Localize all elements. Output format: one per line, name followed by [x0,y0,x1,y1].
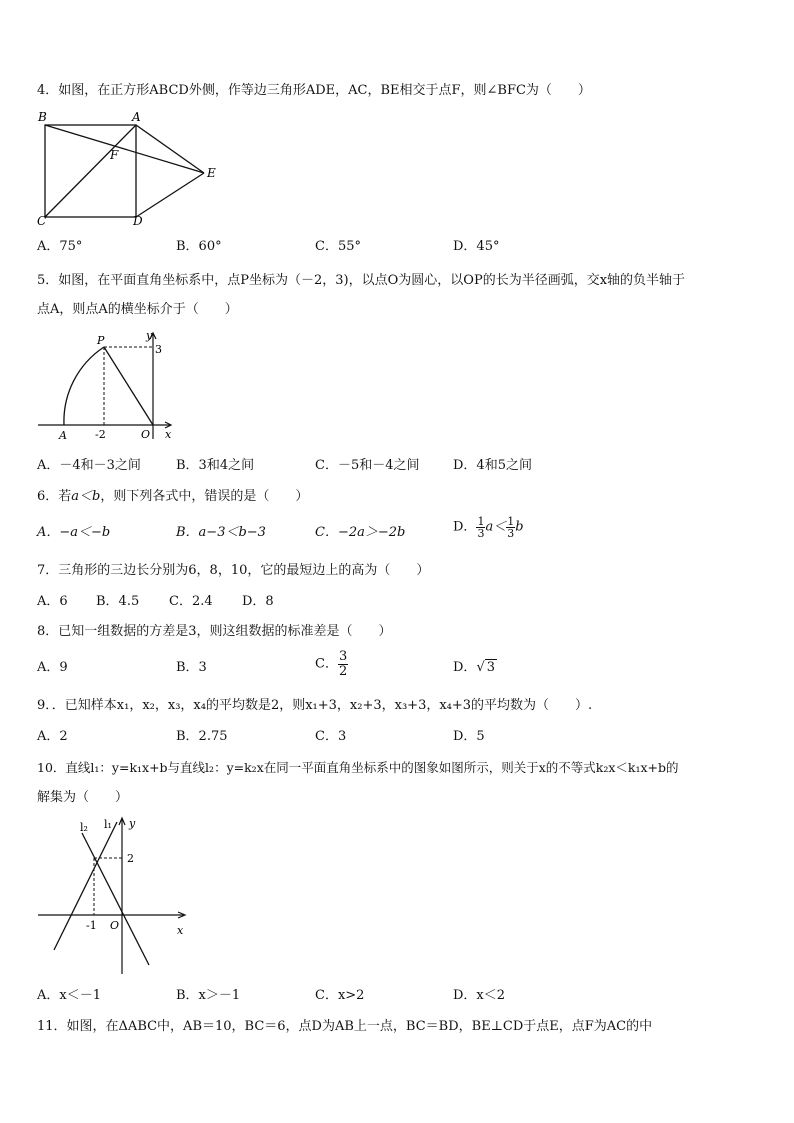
fraction-one-third-b [506,516,515,539]
fraction-denominator: 3 [507,527,515,540]
question-4-option-c: C．55° [315,239,361,254]
question-6-option-a: A．−a＜−b [37,525,111,540]
question-6-option-d [453,516,524,539]
label-f: F [110,148,119,162]
label-e: E [207,166,216,180]
sqrt-symbol: √ [476,660,485,675]
question-10-stem-line2: 解集为（ ） [37,790,129,805]
question-8-option-c-label: C． [315,656,338,672]
question-9-option-d: D．5 [453,729,485,744]
question-8-option-d [453,659,497,677]
arc-ap [64,347,104,425]
square-root [476,659,497,677]
fraction-three-halves [338,650,348,679]
fraction-numerator: 3 [338,649,348,664]
label-o: O [141,428,151,441]
question-10-option-d: D．x＜2 [453,988,506,1003]
question-6-stem-prefix: 6．若 [37,489,72,504]
question-9-option-c: C．3 [315,729,347,744]
label-x: x [177,924,184,937]
label-minus-two: -2 [95,428,106,441]
label-d: D [133,214,143,228]
label-x: x [165,428,172,441]
label-minus-one: -1 [86,919,97,932]
fraction-denominator: 2 [338,664,348,679]
question-6-stem-suffix: ，则下列各式中，错误的是（ ） [100,489,309,504]
label-two: 2 [127,852,134,865]
line-l2 [82,833,149,965]
question-4-figure [34,108,224,228]
question-7-option-b: B．4.5 [96,594,140,609]
question-6-option-c: C．−2a＞−2b [315,525,406,540]
question-5-option-c: C．－5和－4之间 [315,458,420,473]
question-8-option-b: B．3 [176,660,207,675]
question-8-stem: 8．已知一组数据的方差是3，则这组数据的标准差是（ ） [37,624,392,639]
label-l1: l₁ [104,818,112,831]
question-8-option-c [315,650,348,679]
question-9-option-a: A．2 [37,729,68,744]
question-4-option-b: B．60° [176,239,222,254]
label-y: y [129,817,136,830]
question-5-option-a: A．－4和－3之间 [37,458,141,473]
question-7-stem: 7．三角形的三边长分别为6，8，10，它的最短边上的高为（ ） [37,563,430,578]
question-6-stem-expr: a＜b [71,489,101,504]
question-8-option-d-label: D． [453,660,477,675]
fraction-numerator: 1 [477,515,485,528]
segment-ae [136,125,204,173]
label-o: O [110,919,120,932]
fraction-numerator: 1 [507,515,515,528]
question-10-stem-line1: 10．直线l₁：y=k₁x+b与直线l₂：y=k₂x在同一平面直角坐标系中的图象如图所示，则关于x的不等式k₂x＜k₁x+b的 [37,760,679,775]
question-7-option-d: D．8 [242,594,274,609]
question-6-option-d-var-b: b [515,519,524,535]
question-10-option-c: C．x>2 [315,988,365,1003]
question-10-option-a: A．x＜－1 [37,988,101,1003]
label-b: B [38,110,47,124]
question-9-option-b: B．2.75 [176,729,228,744]
label-c: C [37,214,47,228]
segment-op [104,347,153,425]
question-5-option-b: B．3和4之间 [176,458,255,473]
label-l2: l₂ [80,821,88,834]
question-10-figure [34,813,194,978]
question-5-option-d: D．4和5之间 [453,458,532,473]
question-4-stem: 4．如图，在正方形ABCD外侧，作等边三角形ADE，AC，BE相交于点F，则∠BFC为（ ） [37,83,591,98]
question-6-option-d-var-a: a＜ [485,519,507,535]
label-three: 3 [155,343,162,356]
question-4-option-a: A．75° [37,239,83,254]
label-p: P [97,334,105,347]
label-a: A [132,110,141,124]
segment-de [136,173,204,217]
question-5-stem-line1: 5．如图，在平面直角坐标系中，点P坐标为（－2，3)，以点O为圆心，以OP的长为半径画弧，交x轴的负半轴于 [37,273,686,288]
question-5-stem-line2: 点A，则点A的横坐标介于（ ） [37,302,238,317]
question-6-option-b: B．a−3＜b−3 [176,525,266,540]
question-7-option-c: C．2.4 [169,594,213,609]
question-9-stem: 9．．已知样本x₁，x₂，x₃，x₄的平均数是2，则x₁+3，x₂+3，x₃+3，x₄+3的平均数为（ ）. [37,698,593,713]
question-8-option-a: A．9 [37,660,68,675]
segment-be [45,125,204,173]
question-5-figure [34,328,184,444]
question-6-option-d-label: D． [453,519,477,535]
question-7-option-a: A．6 [37,594,68,609]
label-y: y [146,329,153,342]
question-10-option-b: B．x＞－1 [176,988,241,1003]
label-a: A [59,429,67,442]
sqrt-radicand: 3 [486,660,496,675]
question-11-stem: 11．如图，在ΔABC中，AB＝10，BC＝6，点D为AB上一点，BC＝BD，BE⊥CD于点E，点F为AC的中 [37,1019,653,1034]
question-6-stem [37,488,308,506]
question-4-option-d: D．45° [453,239,500,254]
fraction-denominator: 3 [477,527,485,540]
